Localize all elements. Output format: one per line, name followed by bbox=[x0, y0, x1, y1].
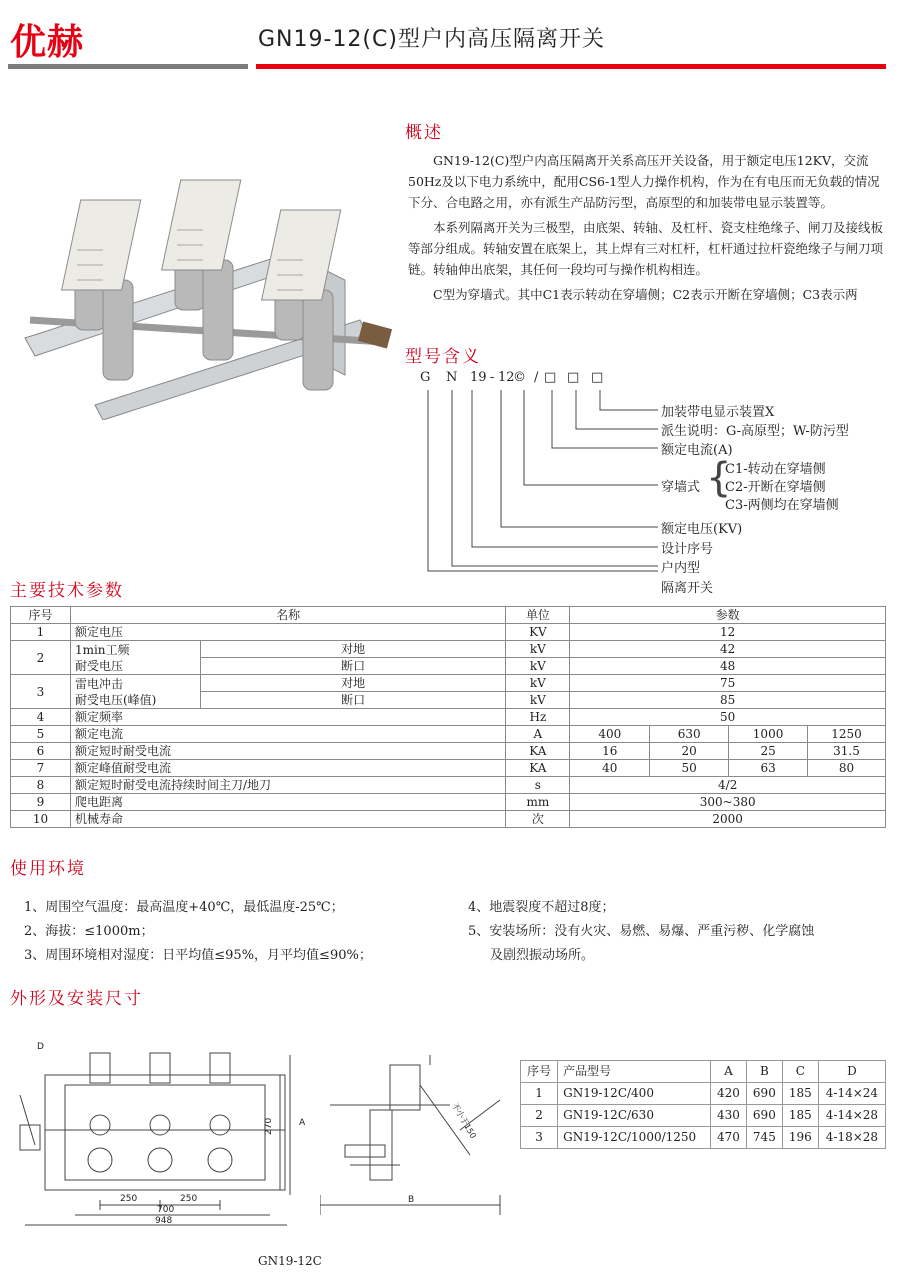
cell: 50 bbox=[570, 709, 886, 726]
dim-250-a: 250 bbox=[120, 1194, 138, 1204]
cell: 185 bbox=[782, 1105, 818, 1127]
cell: 爬电距离 bbox=[70, 794, 505, 811]
cell: 2 bbox=[521, 1105, 558, 1127]
code-slash: / bbox=[534, 370, 539, 385]
cell: 额定短时耐受电流持续时间主刀/地刀 bbox=[70, 777, 505, 794]
cell: GN19-12C/1000/1250 bbox=[558, 1127, 711, 1149]
cell: kV bbox=[506, 641, 570, 658]
cell: 序号 bbox=[521, 1061, 558, 1083]
specs-table bbox=[10, 606, 886, 828]
cell: 745 bbox=[746, 1127, 782, 1149]
env-item: 1、周围空气温度：最高温度+40℃，最低温度-25℃； bbox=[24, 900, 344, 915]
dim-d: D bbox=[37, 1042, 44, 1052]
cell: 85 bbox=[570, 692, 886, 709]
cell: 9 bbox=[11, 794, 71, 811]
cell: 42 bbox=[570, 641, 886, 658]
cell: 对地 bbox=[200, 675, 506, 692]
dims-table bbox=[520, 1060, 886, 1149]
th-name: 名称 bbox=[70, 607, 505, 624]
cell: 1 bbox=[11, 624, 71, 641]
cell: KA bbox=[506, 760, 570, 777]
cell: 次 bbox=[506, 811, 570, 828]
cell: KV bbox=[506, 624, 570, 641]
label-display-x: 加装带电显示装置X bbox=[661, 405, 775, 420]
model-heading: 型号含义 bbox=[405, 347, 481, 367]
label-current: 额定电流(A) bbox=[661, 443, 733, 458]
cell: 4 bbox=[11, 709, 71, 726]
cell: 10 bbox=[11, 811, 71, 828]
cell: 1250 bbox=[808, 726, 886, 743]
table-row bbox=[11, 760, 886, 777]
label-wall: 穿墙式 bbox=[661, 480, 701, 495]
cell: 6 bbox=[11, 743, 71, 760]
cell: 3 bbox=[521, 1127, 558, 1149]
cell: 40 bbox=[570, 760, 650, 777]
cell: 额定频率 bbox=[70, 709, 505, 726]
env-item: 4、地震裂度不超过8度； bbox=[468, 900, 615, 915]
cell: 5 bbox=[11, 726, 71, 743]
dim-b: B bbox=[408, 1195, 415, 1205]
cell: 断口 bbox=[200, 692, 506, 709]
cell: D bbox=[818, 1061, 885, 1083]
cell: 额定峰值耐受电流 bbox=[70, 760, 505, 777]
overview-paragraph-3: C型为穿墙式。其中C1表示转动在穿墙侧；C2表示开断在穿墙侧；C3表示两 bbox=[433, 287, 858, 302]
product-photo bbox=[15, 170, 400, 420]
cell: 48 bbox=[570, 658, 886, 675]
cell: 额定短时耐受电流 bbox=[70, 743, 505, 760]
cell: 额定电流 bbox=[70, 726, 505, 743]
model-leader-lines bbox=[400, 385, 660, 575]
cell: 75 bbox=[570, 675, 886, 692]
page-title: GN19-12(C)型户内高压隔离开关 bbox=[258, 27, 605, 52]
cell: 16 bbox=[570, 743, 650, 760]
dim-min150: 不小于150 bbox=[450, 1101, 478, 1141]
code-box-1: □ bbox=[544, 370, 557, 385]
cell: A bbox=[710, 1061, 746, 1083]
table-row bbox=[11, 743, 886, 760]
cell: 185 bbox=[782, 1083, 818, 1105]
table-header-row bbox=[521, 1061, 886, 1083]
cell: 4-14×28 bbox=[818, 1105, 885, 1127]
side-view-drawing bbox=[320, 1045, 505, 1220]
code-dash: - bbox=[490, 370, 495, 385]
cell: GN19-12C/630 bbox=[558, 1105, 711, 1127]
cell: 50 bbox=[650, 760, 729, 777]
env-item: 及剧烈振动场所。 bbox=[490, 948, 595, 963]
front-view-drawing bbox=[15, 1035, 305, 1235]
table-row bbox=[11, 794, 886, 811]
cell: 4-14×24 bbox=[818, 1083, 885, 1105]
cell: 63 bbox=[729, 760, 808, 777]
cell: kV bbox=[506, 658, 570, 675]
cell: 25 bbox=[729, 743, 808, 760]
table-row bbox=[521, 1127, 886, 1149]
dim-a: A bbox=[299, 1118, 305, 1128]
cell: 20 bbox=[650, 743, 729, 760]
cell: 额定电压 bbox=[70, 624, 505, 641]
dims-heading: 外形及安装尺寸 bbox=[10, 989, 143, 1009]
th-param: 参数 bbox=[570, 607, 886, 624]
dim-948: 948 bbox=[155, 1216, 173, 1226]
specs-heading: 主要技术参数 bbox=[10, 581, 124, 601]
env-item: 3、周围环境相对湿度：日平均值≤95%，月平均值≤90%； bbox=[24, 948, 372, 963]
overview-paragraph-1: GN19-12(C)型户内高压隔离开关系高压开关设备，用于额定电压12KV，交流50Hz及以下电力系统中，配用CS6-1型人力操作机构，作为在有电压而无负载的情况下分、合电路之用，亦有派生产品防污型，高原型的和加装带电显示装置等。 bbox=[408, 153, 880, 210]
cell: KA bbox=[506, 743, 570, 760]
cell: 4-18×28 bbox=[818, 1127, 885, 1149]
cell: 31.5 bbox=[808, 743, 886, 760]
drawing-caption: GN19-12C bbox=[258, 1254, 322, 1268]
code-box-3: □ bbox=[591, 370, 604, 385]
label-c1: C1-转动在穿墙侧 bbox=[725, 462, 826, 477]
dim-250-b: 250 bbox=[180, 1194, 198, 1204]
cell: 690 bbox=[746, 1083, 782, 1105]
table-header-row bbox=[11, 607, 886, 624]
header-bar-gray bbox=[8, 64, 248, 69]
cell: 对地 bbox=[200, 641, 506, 658]
code-12: 12 bbox=[498, 370, 515, 385]
cell: 690 bbox=[746, 1105, 782, 1127]
table-row bbox=[11, 624, 886, 641]
label-derived: 派生说明：G-高原型；W-防污型 bbox=[661, 424, 849, 439]
label-c2: C2-开断在穿墙侧 bbox=[725, 480, 826, 495]
cell: 196 bbox=[782, 1127, 818, 1149]
brace-icon: { bbox=[706, 455, 732, 501]
cell: 2 bbox=[11, 641, 71, 675]
cell: kV bbox=[506, 692, 570, 709]
env-list-right bbox=[468, 896, 814, 968]
label-c3: C3-两侧均在穿墙侧 bbox=[725, 498, 839, 513]
table-row bbox=[11, 726, 886, 743]
cell: 430 bbox=[710, 1105, 746, 1127]
cell: 300~380 bbox=[570, 794, 886, 811]
cell: A bbox=[506, 726, 570, 743]
cell: 8 bbox=[11, 777, 71, 794]
cell: kV bbox=[506, 675, 570, 692]
dim-270: 270 bbox=[264, 1117, 274, 1135]
table-row bbox=[11, 641, 886, 658]
table-row bbox=[11, 811, 886, 828]
cell: 7 bbox=[11, 760, 71, 777]
code-19: 19 bbox=[470, 370, 487, 385]
label-design: 设计序号 bbox=[661, 542, 714, 557]
cell: 1000 bbox=[729, 726, 808, 743]
table-row bbox=[521, 1083, 886, 1105]
label-indoor: 户内型 bbox=[661, 561, 701, 576]
label-voltage: 额定电压(KV) bbox=[661, 522, 743, 537]
cell: 2000 bbox=[570, 811, 886, 828]
cell: 470 bbox=[710, 1127, 746, 1149]
cell: 机械寿命 bbox=[70, 811, 505, 828]
label-switch: 隔离开关 bbox=[661, 581, 714, 596]
cell: B bbox=[746, 1061, 782, 1083]
cell: mm bbox=[506, 794, 570, 811]
env-item: 5、安装场所：没有火灾、易燃、易爆、严重污秽、化学腐蚀 bbox=[468, 924, 815, 939]
cell: Hz bbox=[506, 709, 570, 726]
cell: 420 bbox=[710, 1083, 746, 1105]
cell: 630 bbox=[650, 726, 729, 743]
cell: C bbox=[782, 1061, 818, 1083]
table-row bbox=[521, 1105, 886, 1127]
cell: 3 bbox=[11, 675, 71, 709]
cell: 4/2 bbox=[570, 777, 886, 794]
code-n: N bbox=[446, 370, 458, 385]
th-unit: 单位 bbox=[506, 607, 570, 624]
cell: 400 bbox=[570, 726, 650, 743]
overview-heading: 概述 bbox=[405, 123, 443, 143]
cell: 1min工频 耐受电压 bbox=[70, 641, 200, 675]
env-item: 2、海拔：≤1000m； bbox=[24, 924, 154, 939]
code-c: © bbox=[513, 370, 526, 385]
dim-700: 700 bbox=[157, 1205, 175, 1215]
code-box-2: □ bbox=[567, 370, 580, 385]
cell: GN19-12C/400 bbox=[558, 1083, 711, 1105]
header-bar-red bbox=[256, 64, 886, 69]
cell: 断口 bbox=[200, 658, 506, 675]
cell: 1 bbox=[521, 1083, 558, 1105]
cell: 80 bbox=[808, 760, 886, 777]
env-heading: 使用环境 bbox=[10, 859, 86, 879]
cell: 12 bbox=[570, 624, 886, 641]
table-row bbox=[11, 777, 886, 794]
table-row bbox=[11, 709, 886, 726]
code-g: G bbox=[420, 370, 431, 385]
cell: 雷电冲击 耐受电压(峰值) bbox=[70, 675, 200, 709]
brand-logo: 优赫 bbox=[10, 22, 85, 63]
cell: s bbox=[506, 777, 570, 794]
table-row bbox=[11, 675, 886, 692]
th-no: 序号 bbox=[11, 607, 71, 624]
cell: 产品型号 bbox=[558, 1061, 711, 1083]
overview-paragraph-2: 本系列隔离开关为三极型，由底架、转轴、及杠杆、瓷支柱绝缘子、闸刀及接线板等部分组成。转轴安置在底架上，其上焊有三对杠杆，杠杆通过拉杆瓷绝缘子与闸刀项链。转轴伸出底架，其任何一段均可与操作机构相连。 bbox=[408, 220, 884, 277]
env-list-left bbox=[24, 896, 372, 968]
